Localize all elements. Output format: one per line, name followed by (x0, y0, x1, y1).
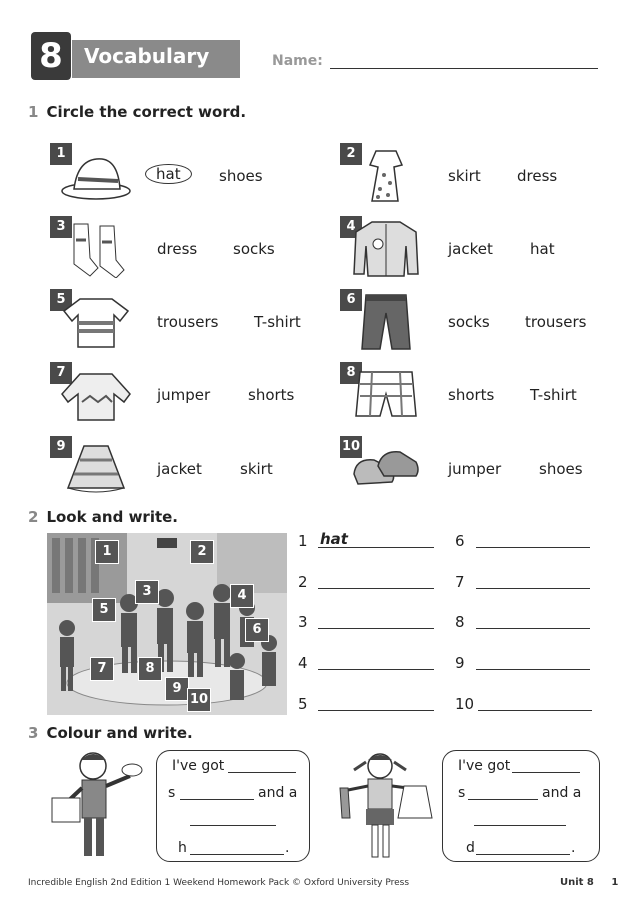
answer-number: 5 (298, 695, 308, 713)
dress-icon (350, 147, 422, 205)
answer-number: 1 (298, 532, 308, 550)
word-choice[interactable]: hat (530, 240, 555, 258)
scene-label: 4 (230, 584, 254, 608)
item-number-badge: 1 (50, 143, 72, 165)
answer-blank[interactable] (476, 627, 590, 629)
left-bubble-line4-end: . (285, 840, 290, 856)
item-number-badge: 4 (340, 216, 362, 238)
name-field[interactable] (330, 68, 598, 69)
page-title: Vocabulary (84, 44, 210, 68)
jacket-icon (350, 220, 422, 278)
item-number-badge: 8 (340, 362, 362, 384)
word-choice[interactable]: trousers (525, 313, 587, 331)
word-choice[interactable]: shoes (219, 167, 263, 185)
item-number-badge: 5 (50, 289, 72, 311)
boy-illustration (48, 748, 148, 863)
answer-blank[interactable] (318, 587, 434, 589)
name-label: Name: (272, 53, 323, 69)
answer-number: 4 (298, 654, 308, 672)
left-blank-2[interactable] (180, 798, 254, 800)
footer-copyright: Incredible English 2nd Edition 1 Weekend Homework Pack © Oxford University Press (28, 878, 410, 888)
left-blank-3[interactable] (190, 824, 276, 826)
scene-label: 9 (165, 677, 189, 701)
trousers-icon (350, 293, 422, 351)
word-choice[interactable]: jumper (157, 386, 211, 404)
footer-page-number: 1 (611, 877, 619, 888)
section2-title: 2 Look and write. (28, 508, 179, 526)
shoes-icon (350, 440, 422, 498)
word-choice[interactable]: shorts (248, 386, 295, 404)
answer-number: 10 (455, 695, 475, 713)
left-bubble-line1: I've got (172, 758, 225, 774)
scene-label: 8 (138, 657, 162, 681)
answer-example: hat (320, 530, 348, 548)
right-bubble-line2-end: and a (542, 785, 582, 801)
skirt-icon (60, 440, 132, 498)
left-blank-1[interactable] (228, 771, 296, 773)
section1-title: 1 Circle the correct word. (28, 103, 247, 121)
answer-blank[interactable] (476, 668, 590, 670)
right-blank-1[interactable] (512, 771, 580, 773)
answer-number: 8 (455, 613, 465, 631)
word-choice[interactable]: shoes (539, 460, 583, 478)
scene-label: 1 (95, 540, 119, 564)
jumper-icon (60, 366, 132, 424)
item-number-badge: 3 (50, 216, 72, 238)
right-bubble-line1: I've got (458, 758, 511, 774)
scene-label: 2 (190, 540, 214, 564)
word-choice[interactable]: skirt (240, 460, 273, 478)
scene-label: 7 (90, 657, 114, 681)
word-choice[interactable]: jacket (157, 460, 202, 478)
word-choice[interactable]: socks (448, 313, 490, 331)
item-number-badge: 9 (50, 436, 72, 458)
word-choice[interactable]: dress (517, 167, 558, 185)
left-bubble-line2-start: s (168, 785, 176, 801)
answer-blank[interactable] (476, 587, 590, 589)
word-choice[interactable]: trousers (157, 313, 219, 331)
right-blank-4[interactable] (476, 853, 570, 855)
item-number-badge: 10 (340, 436, 362, 458)
word-choice[interactable]: jacket (448, 240, 493, 258)
word-choice[interactable]: socks (233, 240, 275, 258)
word-choice[interactable]: shorts (448, 386, 495, 404)
tshirt-icon (60, 293, 132, 351)
girl-illustration (328, 748, 438, 863)
left-bubble-line2-end: and a (258, 785, 298, 801)
word-choice[interactable]: jumper (448, 460, 502, 478)
item-number-badge: 2 (340, 143, 362, 165)
word-choice[interactable]: skirt (448, 167, 481, 185)
item-number-badge: 6 (340, 289, 362, 311)
answer-number: 6 (455, 532, 465, 550)
scene-label: 6 (245, 618, 269, 642)
right-bubble-line4-end: . (571, 840, 576, 856)
hat-icon (60, 147, 132, 205)
answer-blank[interactable] (318, 627, 434, 629)
footer-unit: Unit 8 (560, 877, 594, 888)
answer-blank[interactable] (478, 709, 592, 711)
answer-number: 9 (455, 654, 465, 672)
left-blank-4[interactable] (190, 853, 284, 855)
unit-number: 8 (39, 36, 63, 76)
left-bubble-line4-start: h (178, 840, 187, 856)
right-bubble-line2-start: s (458, 785, 466, 801)
socks-icon (60, 220, 132, 278)
right-bubble-line4-start: d (466, 840, 475, 856)
scene-label: 5 (92, 598, 116, 622)
word-choice[interactable]: T-shirt (254, 313, 301, 331)
footer-page (560, 877, 618, 888)
item-number-badge: 7 (50, 362, 72, 384)
answer-blank[interactable] (318, 668, 434, 670)
section3-title: 3 Colour and write. (28, 724, 193, 742)
scene-label: 3 (135, 580, 159, 604)
word-choice[interactable]: hat (145, 164, 192, 184)
word-choice[interactable]: T-shirt (530, 386, 577, 404)
answer-blank[interactable] (476, 546, 590, 548)
word-choice[interactable]: dress (157, 240, 198, 258)
shorts-icon (350, 366, 422, 424)
scene-label: 10 (187, 688, 211, 712)
right-blank-3[interactable] (474, 824, 566, 826)
answer-blank[interactable] (318, 709, 434, 711)
answer-number: 3 (298, 613, 308, 631)
answer-number: 7 (455, 573, 465, 591)
right-blank-2[interactable] (468, 798, 538, 800)
answer-number: 2 (298, 573, 308, 591)
